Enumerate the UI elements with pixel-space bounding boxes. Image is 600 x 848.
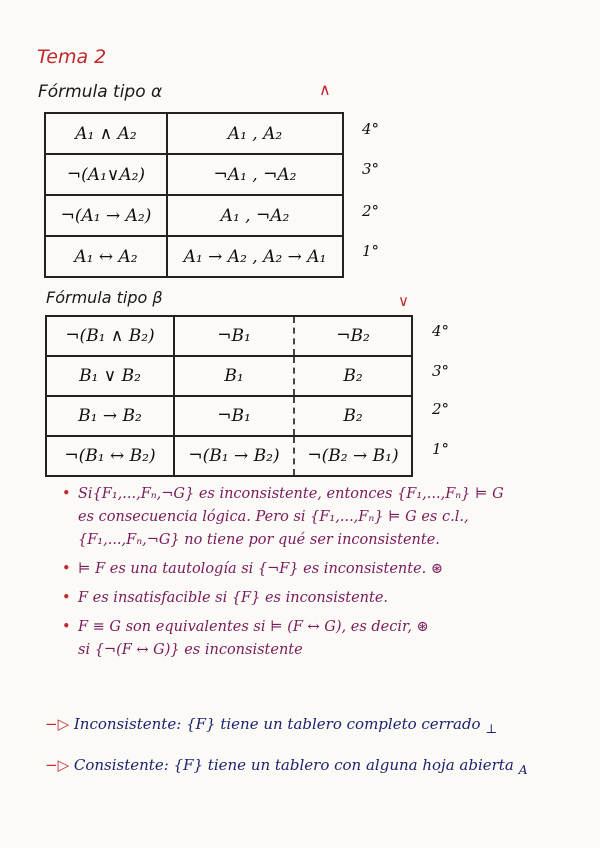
note-line: si {¬(F ↔ G)} es inconsistente <box>78 642 303 658</box>
arrow-icon: −▷ <box>45 756 74 774</box>
table-row <box>46 396 412 436</box>
note-line: es consecuencia lógica. Pero si {F₁,...,Fₙ} ⊨ G es c.l., <box>78 509 469 525</box>
alpha-table <box>44 112 344 278</box>
beta-order-label: 1° <box>432 440 450 458</box>
table-row <box>46 316 412 356</box>
list-item <box>62 616 572 662</box>
list-item <box>62 483 572 552</box>
beta-right-cell: B₂ <box>294 396 412 436</box>
beta-order-label: 4° <box>432 322 450 340</box>
table-row <box>46 436 412 476</box>
table-row <box>45 236 343 277</box>
alpha-order-label: 4° <box>362 120 380 138</box>
list-item <box>62 558 572 581</box>
beta-left-cell: ¬B₁ <box>174 396 294 436</box>
list-item <box>45 706 528 747</box>
bullet-icon: • <box>62 486 71 502</box>
arrow-icon: −▷ <box>45 715 74 733</box>
alpha-components-cell: ¬A₁ , ¬A₂ <box>167 154 343 195</box>
beta-right-cell: B₂ <box>294 356 412 396</box>
list-item <box>45 747 528 788</box>
alpha-formula-cell: A₁ ∧ A₂ <box>45 113 167 154</box>
bullet-icon: • <box>62 561 71 577</box>
arrow-note-text: {F} tiene un tablero con alguna hoja abierta <box>173 756 514 774</box>
arrow-note-label: Inconsistente: <box>73 715 182 733</box>
alpha-formula-cell: A₁ ↔ A₂ <box>45 236 167 277</box>
beta-formula-cell: ¬(B₁ ↔ B₂) <box>46 436 174 476</box>
bullet-icon: • <box>62 590 71 606</box>
note-line: Si{F₁,...,Fₙ,¬G} es inconsistente, entonces {F₁,...,Fₙ} ⊨ G <box>78 486 504 502</box>
closed-mark: ⊥ <box>485 721 498 736</box>
alpha-components-cell: A₁ , A₂ <box>167 113 343 154</box>
table-row <box>45 113 343 154</box>
arrow-note-text: {F} tiene un tablero completo cerrado <box>186 715 481 733</box>
beta-left-cell: B₁ <box>174 356 294 396</box>
alpha-formula-cell: ¬(A₁∨A₂) <box>45 154 167 195</box>
table-row <box>46 356 412 396</box>
alpha-connective-mark: ∧ <box>319 80 331 99</box>
note-line: F es insatisfacible si {F} es inconsistente. <box>78 590 389 606</box>
alpha-formula-cell: ¬(A₁ → A₂) <box>45 195 167 236</box>
alpha-order-label: 3° <box>362 160 380 178</box>
notes-list <box>62 483 572 668</box>
beta-table <box>45 315 413 477</box>
list-item <box>62 587 572 610</box>
bullet-icon: • <box>62 619 71 635</box>
note-line: F ≡ G son equivalentes si ⊨ (F ↔ G), es decir, ⊛ <box>78 619 429 635</box>
beta-formula-cell: B₁ → B₂ <box>46 396 174 436</box>
table-row <box>45 154 343 195</box>
alpha-order-label: 2° <box>362 202 380 220</box>
beta-formula-cell: ¬(B₁ ∧ B₂) <box>46 316 174 356</box>
page-title: Tema 2 <box>37 46 107 68</box>
beta-right-cell: ¬(B₂ → B₁) <box>294 436 412 476</box>
beta-order-label: 3° <box>432 362 450 380</box>
beta-formula-cell: B₁ ∨ B₂ <box>46 356 174 396</box>
beta-left-cell: ¬B₁ <box>174 316 294 356</box>
note-line: {F₁,...,Fₙ,¬G} no tiene por qué ser inconsistente. <box>78 532 440 548</box>
note-line: ⊨ F es una tautología si {¬F} es inconsistente. ⊛ <box>78 561 444 577</box>
beta-right-cell: ¬B₂ <box>294 316 412 356</box>
alpha-components-cell: A₁ , ¬A₂ <box>167 195 343 236</box>
arrow-note-label: Consistente: <box>73 756 169 774</box>
open-mark: A <box>518 762 528 777</box>
table-row <box>45 195 343 236</box>
alpha-heading: Fórmula tipo α <box>38 82 163 102</box>
arrow-notes <box>45 706 528 788</box>
beta-connective-mark: ∨ <box>398 292 409 310</box>
beta-order-label: 2° <box>432 400 450 418</box>
beta-heading: Fórmula tipo β <box>46 288 163 307</box>
alpha-order-label: 1° <box>362 242 380 260</box>
alpha-components-cell: A₁ → A₂ , A₂ → A₁ <box>167 236 343 277</box>
beta-left-cell: ¬(B₁ → B₂) <box>174 436 294 476</box>
